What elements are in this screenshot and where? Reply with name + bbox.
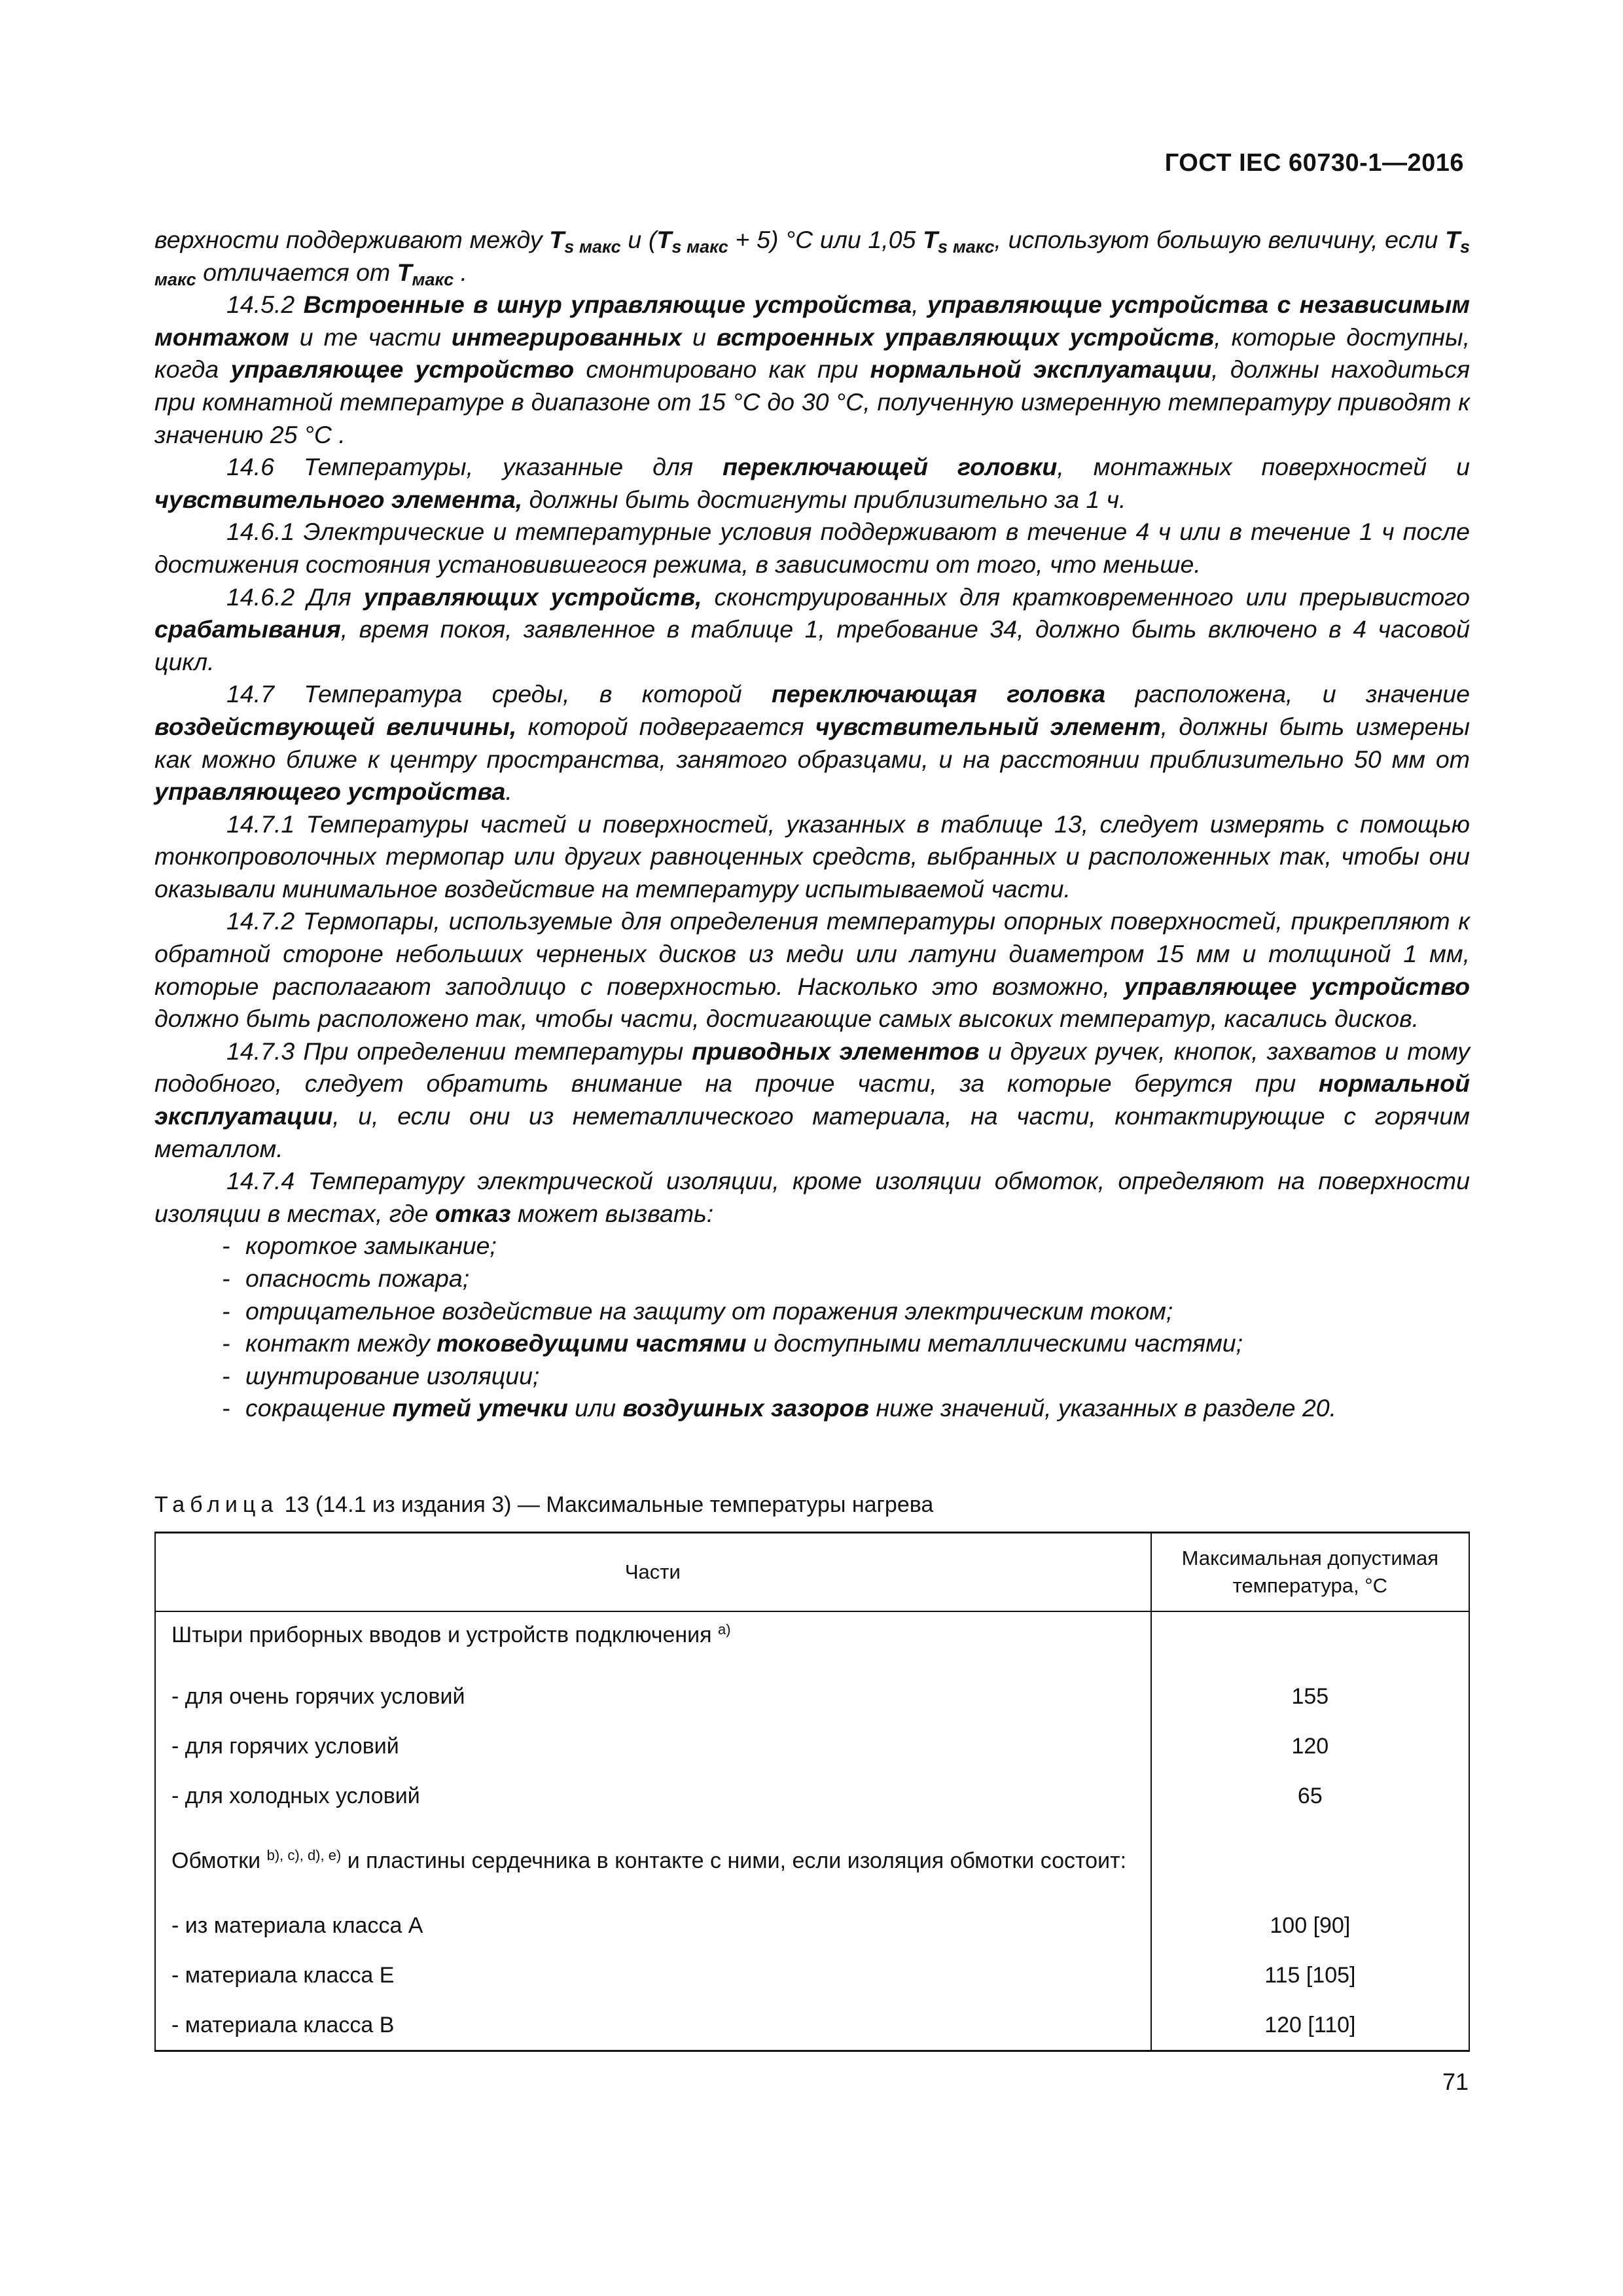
table-cell: 120 [110]: [1151, 2000, 1469, 2051]
standard-designation: ГОСТ IEC 60730-1—2016: [1164, 149, 1464, 177]
paragraph-continuation: верхности поддерживают между $T_{s макс}$ и $(T_{s макс} + 5)$ °С или 1,05 $T_{s макс}$, используют большую величину, если $T_{s макс}$ отличается от $T_{макс}$ .: [154, 226, 1471, 289]
table-cell: Обмотки $^{b), c), d), e)}$ и пластины сердечника в контакте с ними, если изоляция обмотки состоит:: [155, 1821, 1151, 1901]
paragraph-14-6: 14.6 Температуры, указанные для переключающей головки, монтажных поверхностей и чувствительного элемента, должны быть достигнуты приблизительно за 1 ч.: [154, 453, 1470, 513]
table-row: [155, 1771, 1469, 1821]
table-cell: - для очень горячих условий: [155, 1672, 1151, 1721]
table-cell: 155: [1151, 1672, 1469, 1721]
table-row: [155, 1950, 1469, 2000]
failure-consequences-list: [154, 1230, 1470, 1425]
list-item: - контакт между токоведущими частями и доступными металлическими частями;: [222, 1327, 1470, 1360]
list-item: - шунтирование изоляции;: [222, 1360, 1470, 1393]
paragraph-14-7-1: 14.7.1 Температуры частей и поверхностей, указанных в таблице 13, следует измерять с помощью тонкопроволочных термопар или других равноценных средств, выбранных и расположенных так, чтобы они оказывали минимальное воздействие на температуру испытываемой части.: [154, 810, 1470, 903]
table-cell: 65: [1151, 1771, 1469, 1821]
table-cell: - материала класса В: [155, 2000, 1151, 2051]
max-temperature-table: [154, 1532, 1470, 2052]
table-row: [155, 1672, 1469, 1721]
table-cell: 120: [1151, 1721, 1469, 1771]
paragraph-14-6-1: 14.6.1 Электрические и температурные условия поддерживают в течение 4 ч или в течение 1 ч после достижения состояния установившегося режима, в зависимости от того, что меньше.: [154, 518, 1470, 578]
table-cell: 115 [105]: [1151, 1950, 1469, 2000]
table-row: [155, 1901, 1469, 1950]
paragraph-14-6-2: 14.6.2 Для управляющих устройств, сконструированных для кратковременного или прерывистого срабатывания, время покоя, заявленное в таблице 1, требование 34, должно быть включено в 4 часовой цикл.: [154, 583, 1470, 675]
list-item: - сокращение путей утечки или воздушных зазоров ниже значений, указанных в разделе 20.: [222, 1392, 1470, 1425]
dash-bullet: -: [222, 1361, 230, 1390]
table-cell: - для холодных условий: [155, 1771, 1151, 1821]
dash-bullet: -: [222, 1232, 230, 1260]
dash-bullet: -: [222, 1265, 230, 1292]
column-header-parts: Части: [155, 1533, 1151, 1612]
table-row: [155, 1721, 1469, 1771]
table-cell: - материала класса Е: [155, 1950, 1151, 2000]
paragraph-14-5-2: 14.5.2 Встроенные в шнур управляющие устройства, управляющие устройства с независимым монтажом и те части интегрированных и встроенных управляющих устройств, которые доступны, когда управляющее устройство смонтировано как при нормальной эксплуатации, должны находиться при комнатной температуре в диапазоне от 15 °С до 30 °С, полученную измеренную температуру приводят к значению 25 °С .: [154, 291, 1470, 448]
table-cell: - для горячих условий: [155, 1721, 1151, 1771]
table-row: [155, 1821, 1469, 1901]
paragraph-14-7-4: 14.7.4 Температуру электрической изоляции, кроме изоляции обмоток, определяют на поверхности изоляции в местах, где отказ может вызвать:: [154, 1167, 1470, 1227]
paragraph-14-7: 14.7 Температура среды, в которой переключающая головка расположена, и значение воздействующей величины, которой подвергается чувствительный элемент, должны быть измерены как можно ближе к центру пространства, занятого образцами, и на расстоянии приблизительно 50 мм от управляющего устройства.: [154, 680, 1471, 806]
table-caption: Таблица 13 (14.1 из издания 3) — Максимальные температуры нагрева: [154, 1492, 934, 1517]
table-row: [155, 2000, 1469, 2051]
dash-bullet: -: [222, 1329, 230, 1357]
table-cell: 100 [90]: [1151, 1901, 1469, 1950]
table-cell: - из материала класса А: [155, 1901, 1151, 1950]
column-header-max-temp: Максимальная допустимая температура, °С: [1151, 1533, 1469, 1612]
document-body: [154, 224, 1470, 1425]
list-item: - отрицательное воздействие на защиту от поражения электрическим током;: [222, 1295, 1470, 1328]
table-cell: Штыри приборных вводов и устройств подключения $^{a)}$: [155, 1611, 1151, 1672]
table-cell: [1151, 1611, 1469, 1672]
page-number: 71: [1442, 2068, 1469, 2095]
list-item: - короткое замыкание;: [222, 1230, 1470, 1263]
list-item: - опасность пожара;: [222, 1263, 1470, 1295]
table-cell: [1151, 1821, 1469, 1901]
paragraph-14-7-2: 14.7.2 Термопары, используемые для определения температуры опорных поверхностей, прикрепляют к обратной стороне небольших черненых дисков из меди или латуни диаметром 15 мм и толщиной 1 мм, которые располагают заподлицо с поверхностью. Насколько это возможно, управляющее устройство должно быть расположено так, чтобы части, достигающие самых высоких температур, касались дисков.: [154, 907, 1471, 1033]
dash-bullet: -: [222, 1297, 230, 1325]
dash-bullet: -: [222, 1394, 230, 1422]
table-row: [155, 1611, 1469, 1672]
paragraph-14-7-3: 14.7.3 При определении температуры приводных элементов и других ручек, кнопок, захватов и тому подобного, следует обратить внимание на прочие части, за которые берутся при нормальной эксплуатации, и, если они из неметаллического материала, на части, контактирующие с горячим металлом.: [154, 1037, 1470, 1162]
